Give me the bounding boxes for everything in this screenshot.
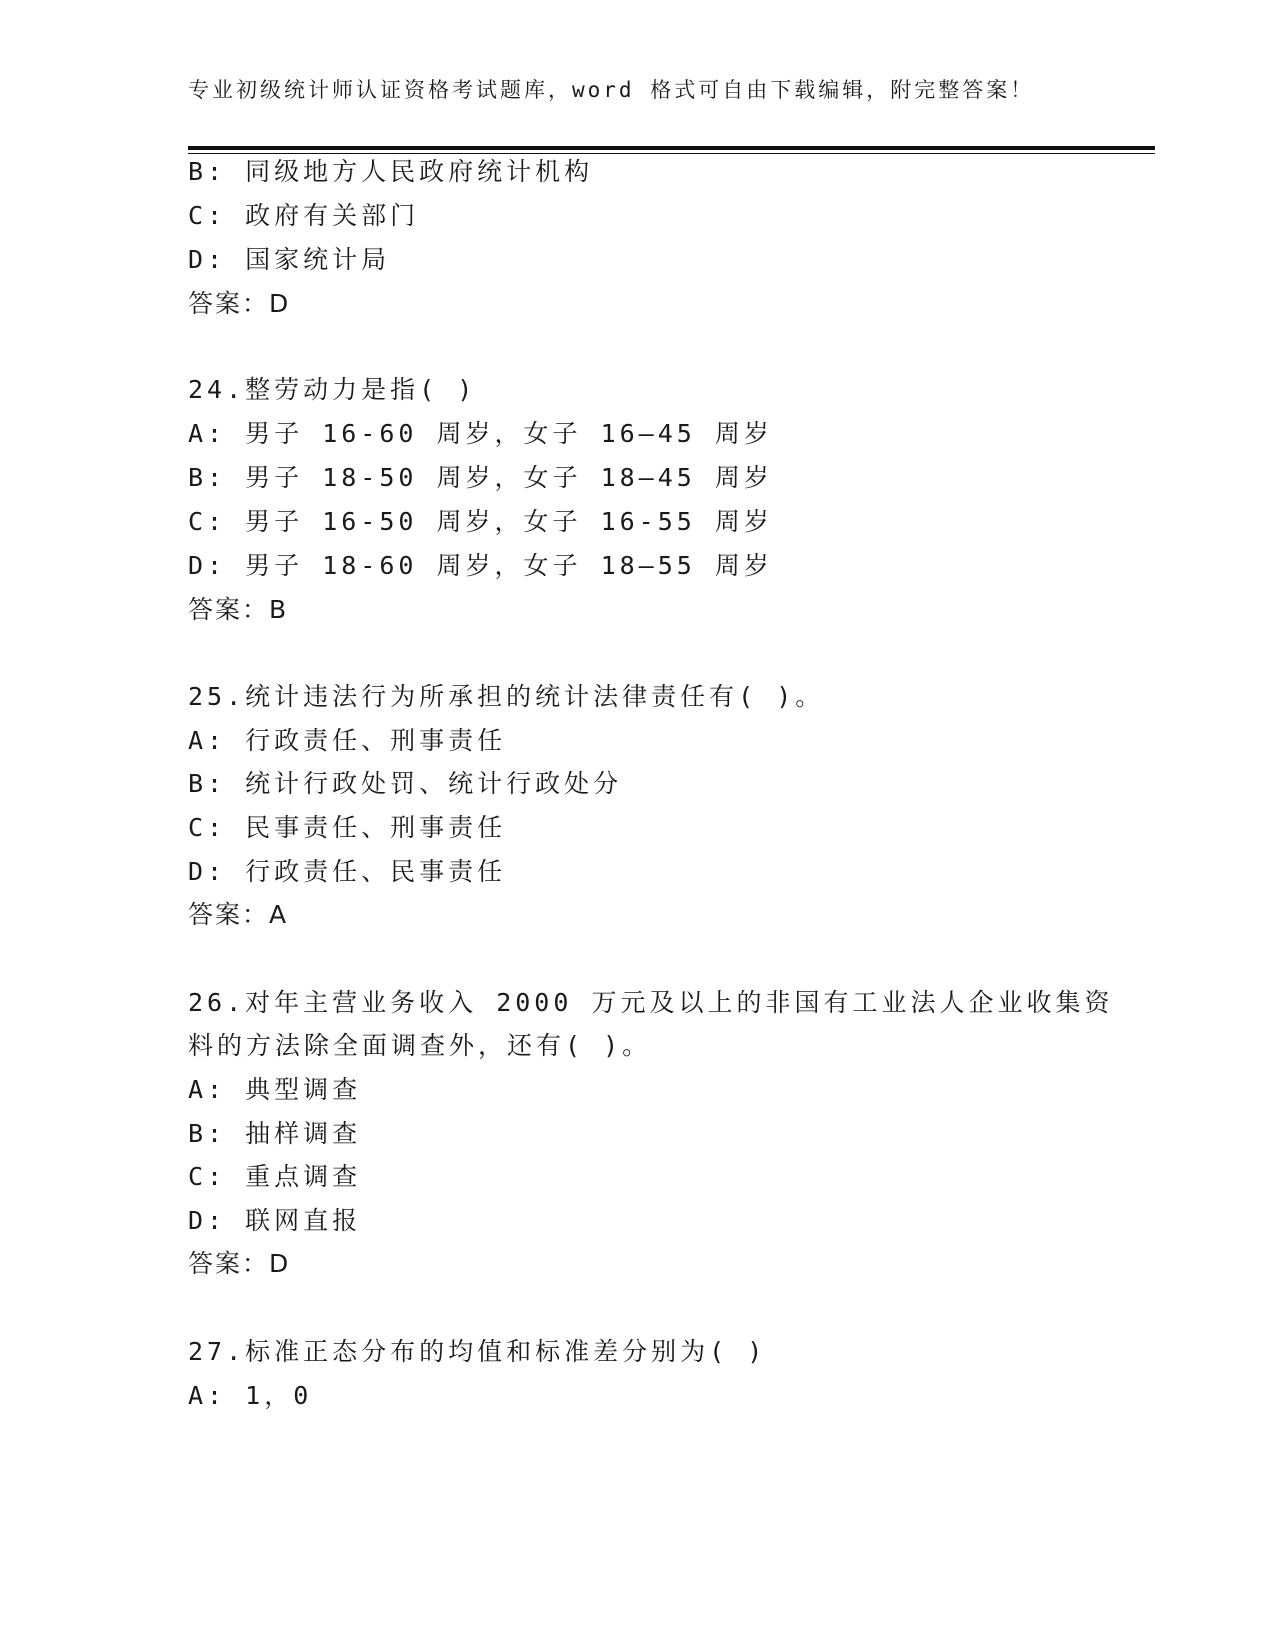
q26-question-line2: 料的方法除全面调查外，还有( )。 bbox=[188, 1031, 652, 1060]
q26-option-a: A: 典型调查 bbox=[188, 1075, 362, 1104]
q24-option-a: A: 男子 16-60 周岁，女子 16—45 周岁 bbox=[188, 419, 773, 448]
q24-question: 24.整劳动力是指( ) bbox=[188, 375, 477, 404]
q26-option-c: C: 重点调查 bbox=[188, 1162, 362, 1191]
header-divider-thin bbox=[188, 153, 1155, 154]
q25-option-c: C: 民事责任、刑事责任 bbox=[188, 813, 507, 842]
q23-answer: 答案：D bbox=[188, 289, 291, 318]
page-header: 专业初级统计师认证资格考试题库，word 格式可自由下载编辑，附完整答案！ bbox=[188, 78, 1035, 102]
q23-option-b: B: 同级地方人民政府统计机构 bbox=[188, 157, 594, 186]
q23-option-c: C: 政府有关部门 bbox=[188, 201, 420, 230]
q25-question: 25.统计违法行为所承担的统计法律责任有( )。 bbox=[188, 682, 825, 711]
q24-option-c: C: 男子 16-50 周岁，女子 16-55 周岁 bbox=[188, 507, 773, 536]
q25-option-d: D: 行政责任、民事责任 bbox=[188, 857, 507, 886]
q24-option-b: B: 男子 18-50 周岁，女子 18—45 周岁 bbox=[188, 463, 773, 492]
q27-question: 27.标准正态分布的均值和标准差分别为( ) bbox=[188, 1337, 767, 1366]
q26-option-b: B: 抽样调查 bbox=[188, 1119, 362, 1148]
q24-answer: 答案：B bbox=[188, 595, 289, 624]
q25-option-a: A: 行政责任、刑事责任 bbox=[188, 726, 507, 755]
q26-answer: 答案：D bbox=[188, 1249, 291, 1278]
q27-option-a: A: 1，0 bbox=[188, 1381, 313, 1410]
q26-option-d: D: 联网直报 bbox=[188, 1206, 362, 1235]
q26-question-line1: 26.对年主营业务收入 2000 万元及以上的非国有工业法人企业收集资 bbox=[188, 988, 1114, 1017]
q23-option-d: D: 国家统计局 bbox=[188, 245, 391, 274]
q24-option-d: D: 男子 18-60 周岁，女子 18—55 周岁 bbox=[188, 551, 773, 580]
q25-answer: 答案：A bbox=[188, 900, 289, 929]
q25-option-b: B: 统计行政处罚、统计行政处分 bbox=[188, 769, 623, 798]
header-divider-thick bbox=[188, 146, 1155, 150]
